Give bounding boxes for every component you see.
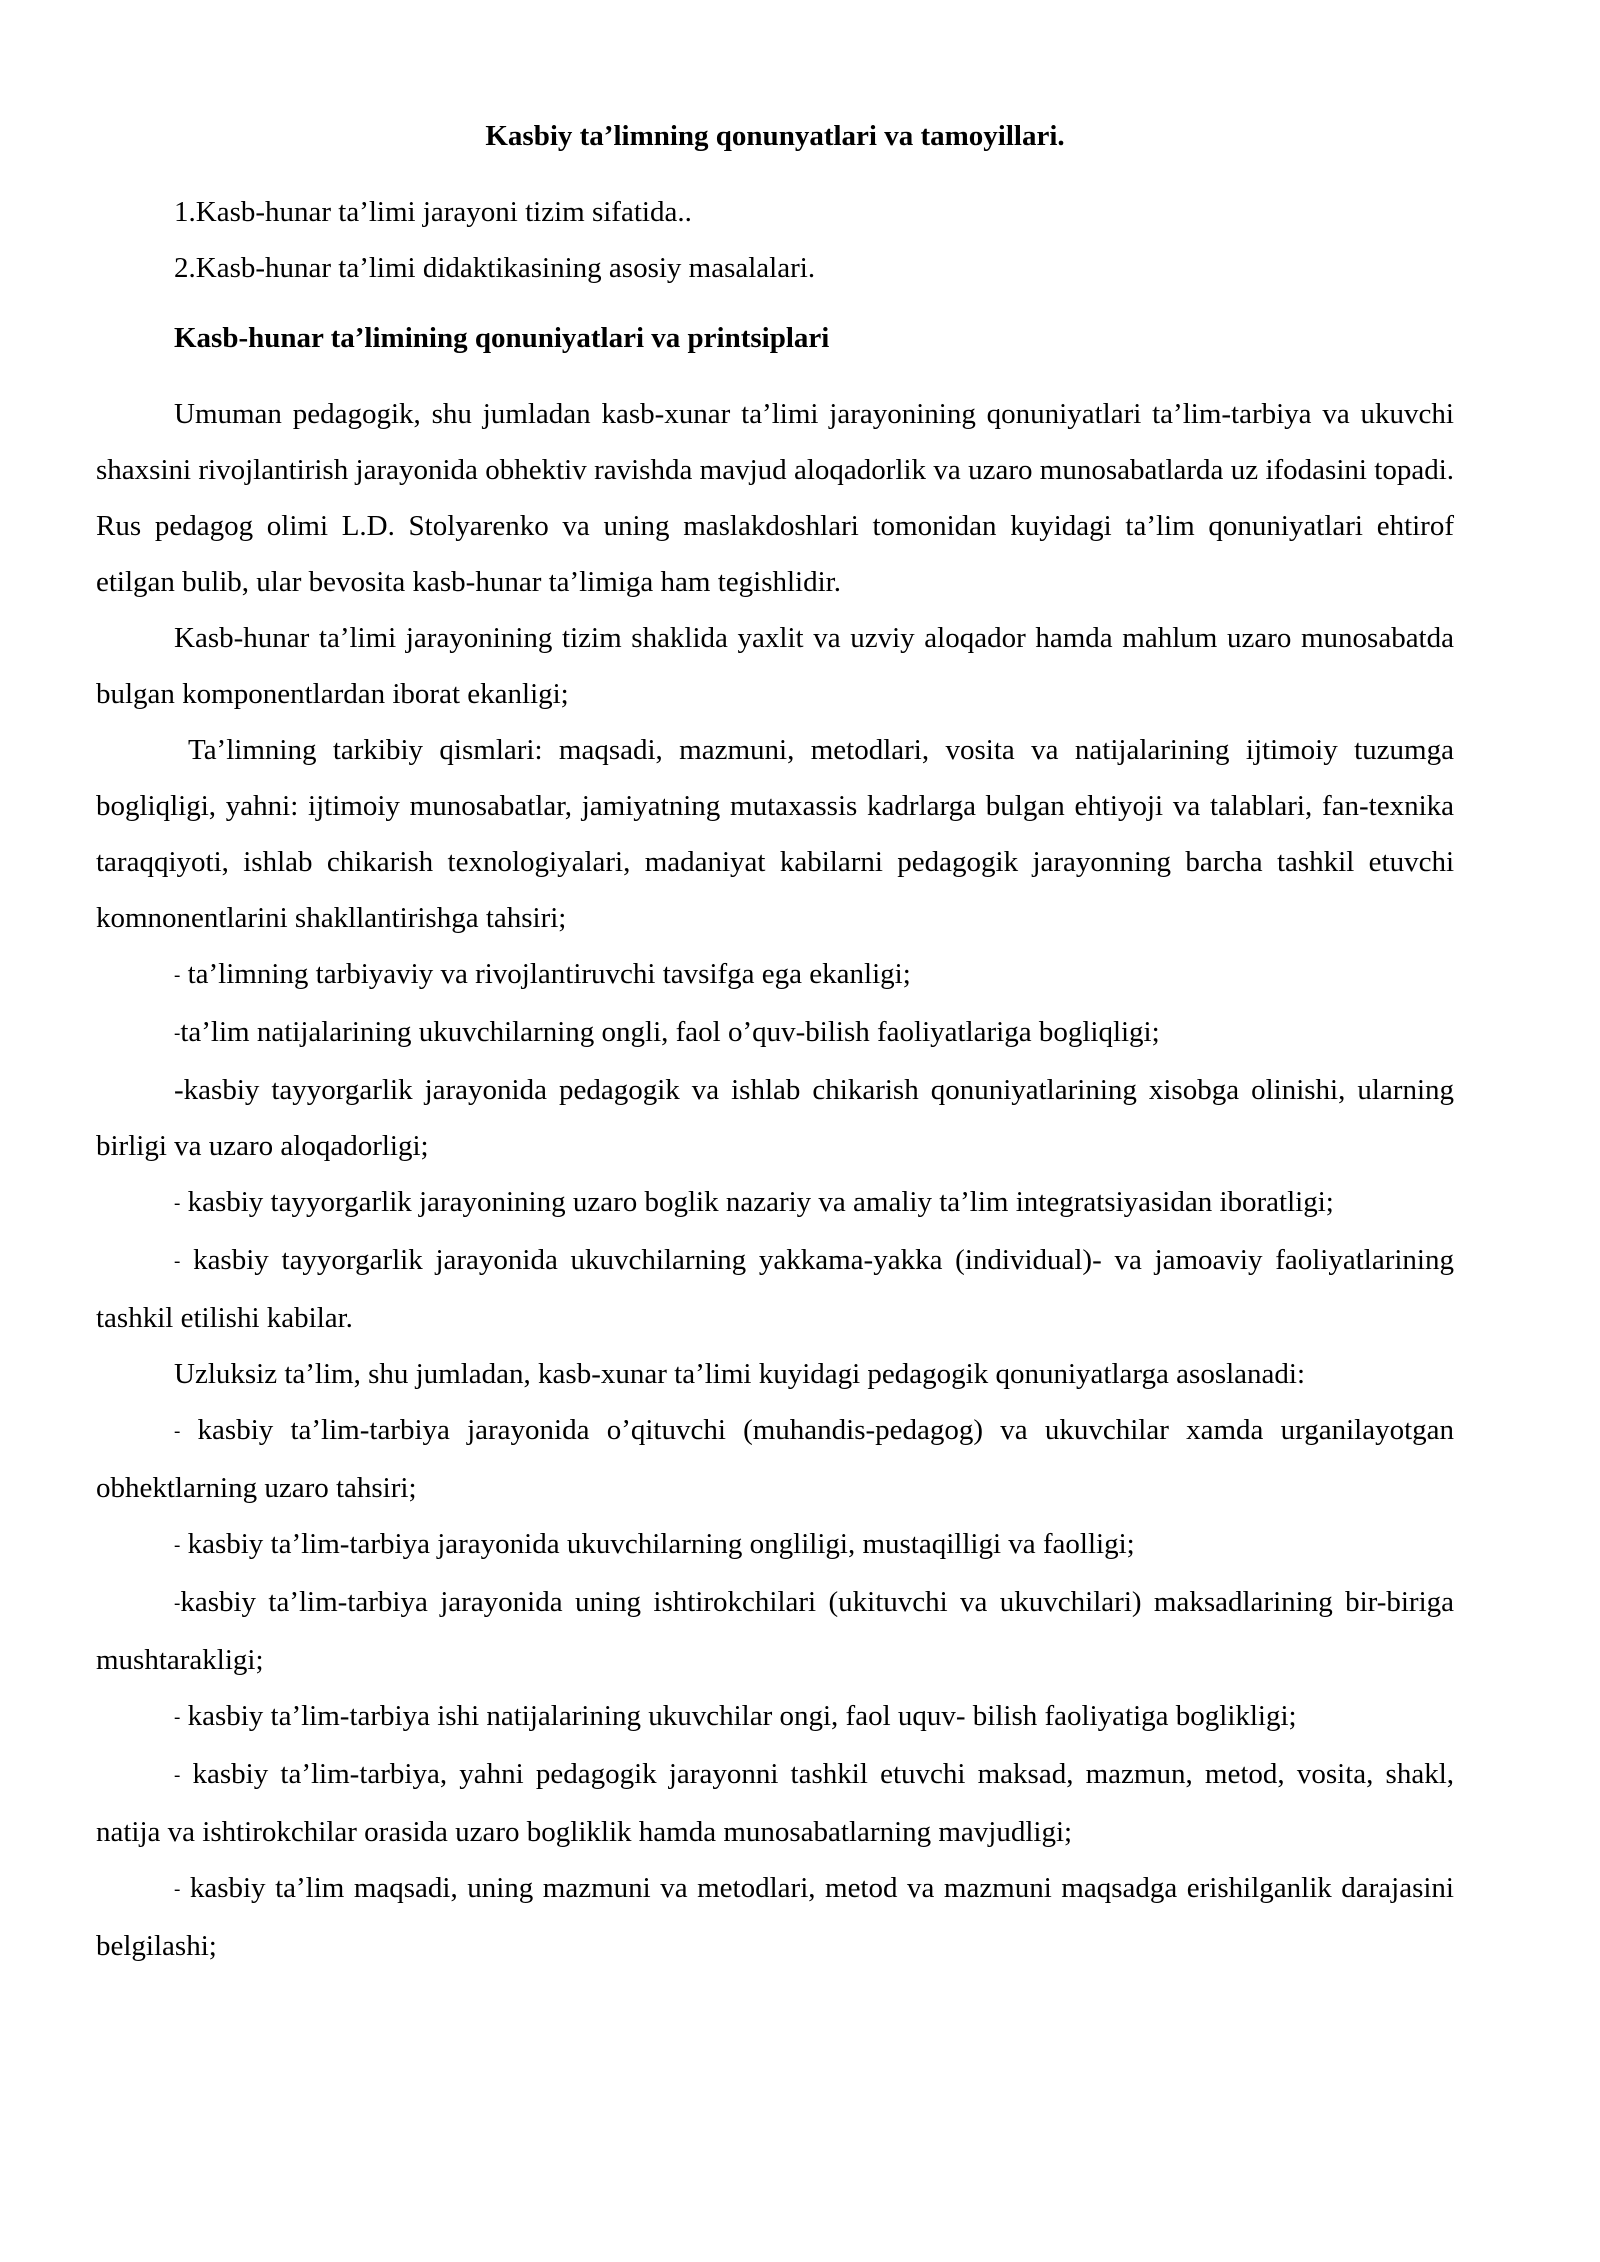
dash-marker: -: [174, 1023, 181, 1044]
dash-marker: -: [174, 1879, 181, 1900]
list-item-text: kasbiy ta’lim-tarbiya ishi natijalarining ukuvchilar ongi, faol uquv- bilish faoliyatiga boglikligi;: [187, 1700, 1297, 1732]
dash-marker: -: [174, 965, 181, 986]
dash-marker: -: [174, 1193, 181, 1214]
list-item-text: kasbiy tayyorgarlik jarayonida ukuvchilarning yakkama-yakka (individual)- va jamoaviy faoliyatlarining tashkil etilishi kabilar.: [96, 1244, 1454, 1334]
dash-marker: -: [174, 1535, 181, 1556]
list-item-purpose: [96, 1860, 1454, 1974]
list-item-text: ta’limning tarbiyaviy va rivojlantiruvchi tavsifga ega ekanligi;: [187, 958, 911, 990]
paragraph-system: Kasb-hunar ta’limi jarayonining tizim shaklida yaxlit va uzviy aloqador hamda mahlum uzaro munosabatda bulgan komponentlardan iborat ekanligi;: [96, 622, 1454, 710]
list-item-integration: [96, 1174, 1454, 1232]
toc-item-2: 2.Kasb-hunar ta’limi didaktikasining asosiy masalalari.: [174, 252, 816, 284]
list-item-pedagogical-laws: -kasbiy tayyorgarlik jarayonida pedagogik va ishlab chikarish qonuniyatlarining xisobga olinishi, ularning birligi va uzaro aloqadorligi;: [96, 1074, 1454, 1162]
list-item-results: [96, 1004, 1454, 1062]
paragraph-components: Ta’limning tarkibiy qismlari: maqsadi, mazmuni, metodlari, vosita va natijalarining ijtimoiy tuzumga bogliqligi, yahni: ijtimoiy munosabatlar, jamiyatning mutaxassis kadrlarga bulgan ehtiyoji va talablari, fan-texnika taraqqiyoti, ishlab chikarish texnologiyalari, madaniyat kabilarni pedagogik jarayonning barcha tashkil etuvchi komnonentlarini shakllantirishga tahsiri;: [96, 734, 1454, 934]
dash-marker: -: [174, 1707, 181, 1728]
list-item-text: kasbiy ta’lim maqsadi, uning mazmuni va metodlari, metod va mazmuni maqsadga erishilganlik darajasini belgilashi;: [96, 1872, 1454, 1962]
list-item-interaction: [96, 1402, 1454, 1516]
document-title: Kasbiy ta’limning qonunyatlari va tamoyillari.: [485, 120, 1065, 152]
list-item-text: kasbiy ta’lim-tarbiya jarayonida o’qituvchi (muhandis-pedagog) va ukuvchilar xamda urganilayotgan obhektlarning uzaro tahsiri;: [96, 1414, 1455, 1504]
paragraph-intro: Umuman pedagogik, shu jumladan kasb-xunar ta’limi jarayonining qonuniyatlari ta’lim-tarbiya va ukuvchi shaxsini rivojlantirish jarayonida obhektiv ravishda mavjud aloqadorlik va uzaro munosabatlarda uz ifodasini topadi. Rus pedagog olimi L.D. Stolyarenko va uning maslakdoshlari tomonidan kuyidagi ta’lim qonuniyatlari ehtirof etilgan bulib, ular bevosita kasb-hunar ta’limiga ham tegishlidir.: [96, 398, 1454, 598]
list-item-consciousness: [96, 1516, 1454, 1574]
dash-marker: -: [174, 1593, 181, 1614]
section-subtitle: Kasb-hunar ta’limining qonuniyatlari va printsiplari: [174, 322, 830, 354]
list-item-goals: [96, 1574, 1454, 1688]
list-item-educational: [96, 946, 1454, 1004]
list-item-text: kasbiy ta’lim-tarbiya, yahni pedagogik jarayonni tashkil etuvchi maksad, mazmun, metod, vosita, shakl, natija va ishtirokchilar orasida uzaro bogliklik hamda munosabatlarning mavjudligi;: [96, 1758, 1454, 1848]
document-page: [96, 108, 1454, 1974]
dash-marker: -: [174, 1421, 181, 1442]
list-item-text: ta’lim natijalarining ukuvchilarning ongli, faol o’quv-bilish faoliyatlariga bogliqligi;: [180, 1016, 1160, 1048]
list-item-text: kasbiy tayyorgarlik jarayonining uzaro boglik nazariy va amaliy ta’lim integratsiyasidan iboratligi;: [187, 1186, 1334, 1218]
dash-marker: -: [174, 1765, 181, 1786]
list-item-text: kasbiy ta’lim-tarbiya jarayonida uning ishtirokchilari (ukituvchi va ukuvchilari) maksadlarining bir-biriga mushtarakligi;: [96, 1586, 1454, 1676]
list-item-relations: [96, 1746, 1454, 1860]
toc-item-1: 1.Kasb-hunar ta’limi jarayoni tizim sifatida..: [174, 196, 692, 228]
list-item-dependence: [96, 1688, 1454, 1746]
dash-marker: -: [174, 1251, 181, 1272]
paragraph-continuous-education: Uzluksiz ta’lim, shu jumladan, kasb-xunar ta’limi kuyidagi pedagogik qonuniyatlarga asoslanadi:: [174, 1358, 1306, 1390]
list-item-individual: [96, 1232, 1454, 1346]
list-item-text: kasbiy ta’lim-tarbiya jarayonida ukuvchilarning ongliligi, mustaqilligi va faolligi;: [187, 1528, 1135, 1560]
